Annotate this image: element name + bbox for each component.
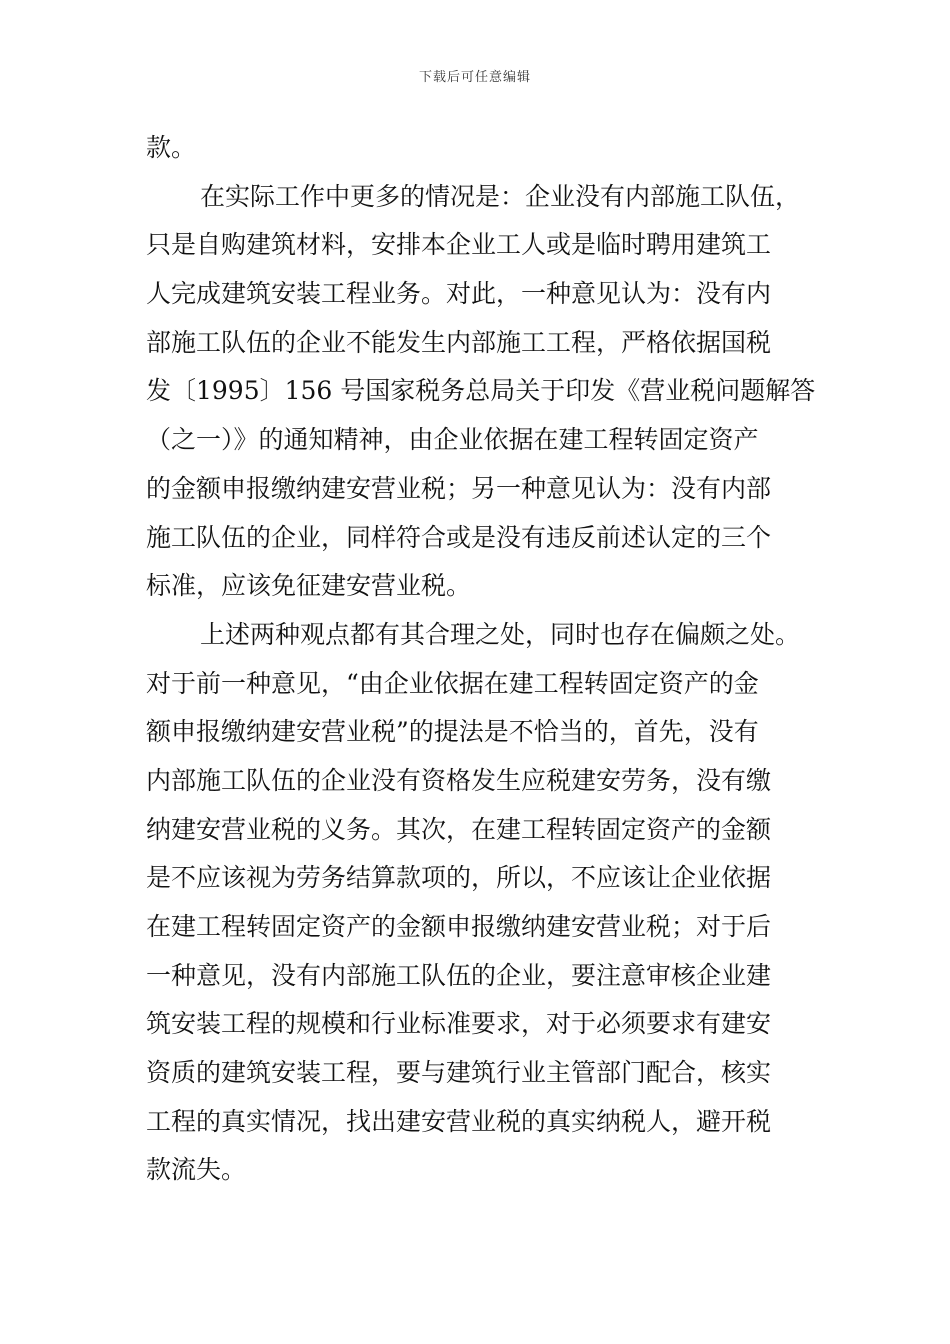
text-line: 只是自购建筑材料，安排本企业工人或是临时聘用建筑工 [146,230,772,260]
page-header: 下载后可任意编辑 [418,70,531,85]
document-body [146,124,816,1195]
text-line: 标准，应该免征建安营业税。 [146,571,472,601]
text-line: 内部施工队伍的企业没有资格发生应税建安劳务，没有缴 [146,765,772,795]
text-line: （之一）》的通知精神，由企业依据在建工程转固定资产 [146,425,759,455]
text-line: 施工队伍的企业，同样符合或是没有违反前述认定的三个 [146,522,772,552]
text-line: 发〔1995〕156 号国家税务总局关于印发《营业税问题解答 [146,376,816,406]
text-line: 一种意见，没有内部施工队伍的企业，要注意审核企业建 [146,960,772,990]
text-line: 额申报缴纳建安营业税”的提法是不恰当的，首先，没有 [146,717,759,747]
text-line: 是不应该视为劳务结算款项的，所以，不应该让企业依据 [146,863,772,893]
text-line: 款流失。 [146,1155,247,1185]
text-line: 纳建安营业税的义务。其次，在建工程转固定资产的金额 [146,814,772,844]
paragraph-start-line: 上述两种观点都有其合理之处，同时也存在偏颇之处。 [200,619,801,649]
text-line: 工程的真实情况，找出建安营业税的真实纳税人，避开税 [146,1106,772,1136]
text-line: 在建工程转固定资产的金额申报缴纳建安营业税；对于后 [146,912,772,941]
text-line: 对于前一种意见，“由企业依据在建工程转固定资产的金 [146,668,759,698]
text-line: 款。 [146,133,197,162]
text-line: 部施工队伍的企业不能发生内部施工工程，严格依据国税 [146,327,772,357]
text-line: 筑安装工程的规模和行业标准要求，对于必须要求有建安 [146,1009,772,1039]
text-line: 人完成建筑安装工程业务。对此，一种意见认为：没有内 [146,279,772,309]
text-line: 资质的建筑安装工程，要与建筑行业主管部门配合，核实 [146,1058,772,1088]
text-line: 的金额申报缴纳建安营业税；另一种意见认为：没有内部 [146,473,772,503]
paragraph-start-line: 在实际工作中更多的情况是：企业没有内部施工队伍， [200,181,801,211]
